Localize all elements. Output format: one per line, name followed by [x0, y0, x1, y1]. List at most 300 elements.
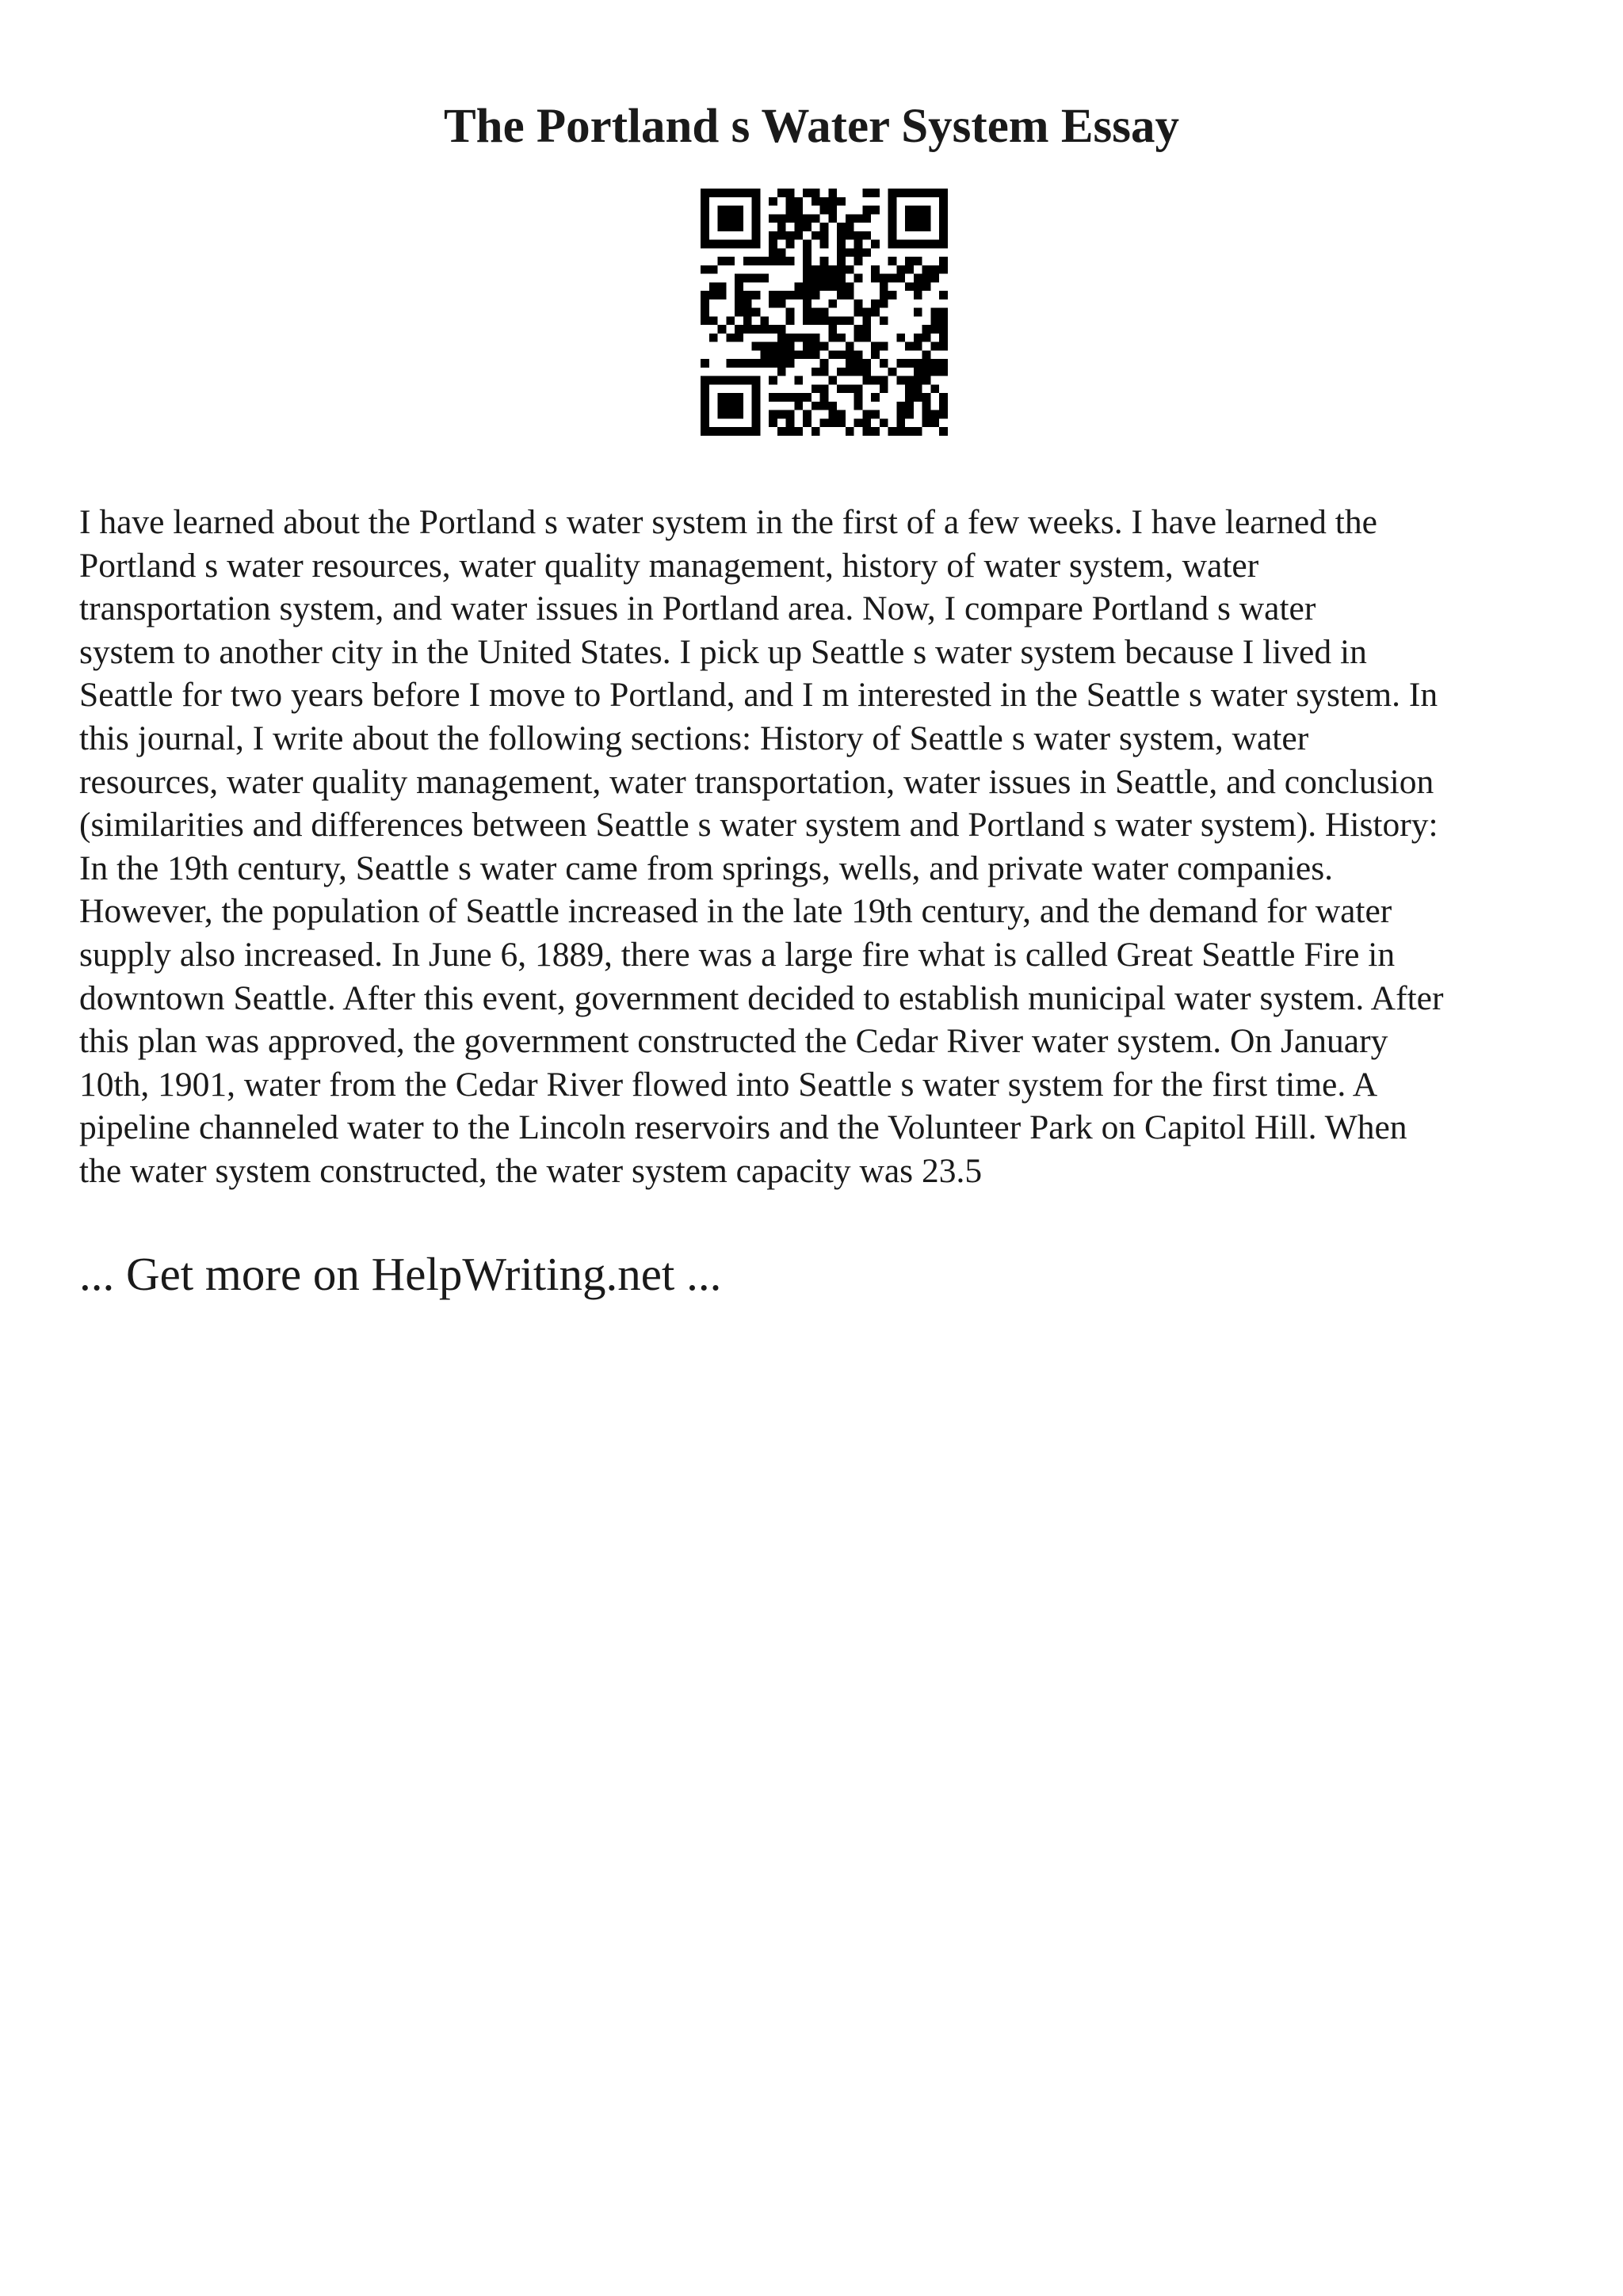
- qr-module: [820, 231, 829, 240]
- qr-module: [803, 257, 812, 265]
- qr-module: [794, 393, 803, 402]
- qr-module: [726, 376, 735, 385]
- qr-module: [760, 274, 769, 283]
- qr-module: [709, 316, 718, 325]
- qr-module: [854, 393, 863, 402]
- qr-module: [701, 197, 709, 206]
- qr-module: [939, 359, 948, 368]
- qr-module: [735, 334, 743, 342]
- qr-module: [803, 265, 812, 274]
- qr-module: [871, 189, 880, 197]
- qr-module: [794, 206, 803, 215]
- qr-module: [786, 257, 795, 265]
- qr-module: [871, 410, 880, 419]
- qr-module: [803, 214, 812, 223]
- qr-module: [726, 393, 735, 402]
- qr-module: [888, 223, 897, 231]
- qr-module: [871, 342, 880, 351]
- qr-module: [922, 418, 931, 427]
- qr-module: [820, 384, 829, 393]
- essay-line: system to another city in the United States. I pick up Seattle s water system because I lived in: [79, 632, 1367, 671]
- qr-module: [939, 368, 948, 376]
- qr-module: [812, 342, 820, 351]
- qr-module: [709, 282, 718, 291]
- qr-module: [914, 206, 922, 215]
- qr-module: [914, 334, 922, 342]
- qr-module: [803, 240, 812, 249]
- qr-module: [854, 402, 863, 410]
- essay-line: this plan was approved, the government constructed the Cedar River water system. On January: [79, 1022, 1388, 1061]
- qr-module: [777, 393, 786, 402]
- qr-module: [786, 316, 795, 325]
- qr-module: [862, 189, 871, 197]
- qr-module: [820, 418, 829, 427]
- qr-module: [718, 325, 727, 334]
- qr-module: [803, 189, 812, 197]
- qr-module: [803, 308, 812, 317]
- qr-module: [760, 316, 769, 325]
- qr-module: [794, 214, 803, 223]
- qr-module: [726, 257, 735, 265]
- qr-module: [930, 274, 939, 283]
- qr-module: [786, 342, 795, 351]
- qr-module: [914, 282, 922, 291]
- qr-module: [726, 410, 735, 419]
- qr-module: [701, 189, 709, 197]
- qr-module: [803, 282, 812, 291]
- qr-module: [718, 393, 727, 402]
- qr-module: [726, 316, 735, 325]
- qr-module: [803, 299, 812, 308]
- qr-module: [752, 231, 761, 240]
- essay-line: Seattle for two years before I move to Portland, and I m interested in the Seattle s water system. In: [79, 676, 1438, 715]
- qr-module: [846, 248, 854, 257]
- qr-module: [743, 325, 752, 334]
- qr-module: [939, 308, 948, 317]
- qr-module: [905, 240, 914, 249]
- qr-module: [769, 359, 777, 368]
- qr-module: [735, 206, 743, 215]
- qr-module: [880, 274, 888, 283]
- qr-module: [922, 376, 931, 385]
- qr-module: [846, 384, 854, 393]
- qr-module: [939, 410, 948, 419]
- qr-module: [718, 257, 727, 265]
- qr-module: [777, 257, 786, 265]
- qr-module: [786, 240, 795, 249]
- qr-module: [726, 359, 735, 368]
- qr-module: [777, 189, 786, 197]
- qr-module: [862, 214, 871, 223]
- qr-module: [701, 316, 709, 325]
- qr-module: [905, 359, 914, 368]
- qr-module: [854, 334, 863, 342]
- qr-module: [914, 393, 922, 402]
- qr-module: [718, 410, 727, 419]
- qr-module: [812, 334, 820, 342]
- qr-module: [922, 265, 931, 274]
- qr-module: [786, 359, 795, 368]
- qr-module: [862, 325, 871, 334]
- qr-module: [701, 299, 709, 308]
- qr-module: [862, 231, 871, 240]
- qr-module: [871, 206, 880, 215]
- qr-module: [888, 274, 897, 283]
- qr-module: [769, 342, 777, 351]
- qr-module: [862, 308, 871, 317]
- qr-module: [803, 393, 812, 402]
- qr-module: [701, 265, 709, 274]
- qr-module: [837, 197, 846, 206]
- qr-module: [922, 282, 931, 291]
- qr-module: [888, 291, 897, 299]
- essay-line: the water system constructed, the water system capacity was 23.5: [79, 1151, 983, 1190]
- qr-module: [803, 223, 812, 231]
- qr-module: [922, 402, 931, 410]
- qr-module: [828, 274, 837, 283]
- qr-module: [735, 325, 743, 334]
- qr-module: [786, 334, 795, 342]
- qr-module: [837, 240, 846, 249]
- essay-line: 10th, 1901, water from the Cedar River flowed into Seattle s water system for the first time. A: [79, 1065, 1378, 1104]
- qr-module: [743, 189, 752, 197]
- qr-module: [769, 248, 777, 257]
- qr-module: [939, 231, 948, 240]
- qr-module: [735, 427, 743, 436]
- qr-module: [726, 334, 735, 342]
- qr-module: [820, 265, 829, 274]
- qr-module: [905, 427, 914, 436]
- qr-module: [828, 334, 837, 342]
- document-title: The Portland s Water System Essay: [443, 100, 1180, 153]
- qr-module: [743, 359, 752, 368]
- qr-module: [922, 274, 931, 283]
- qr-module: [930, 316, 939, 325]
- get-more-link[interactable]: ... Get more on HelpWriting.net ...: [79, 1248, 722, 1300]
- qr-module: [743, 316, 752, 325]
- qr-module: [914, 342, 922, 351]
- qr-module: [701, 308, 709, 317]
- qr-module: [862, 206, 871, 215]
- qr-module: [752, 427, 761, 436]
- qr-module: [701, 240, 709, 249]
- qr-module: [846, 350, 854, 359]
- qr-module: [786, 291, 795, 299]
- qr-module: [760, 359, 769, 368]
- qr-module: [854, 257, 863, 265]
- qr-module: [828, 299, 837, 308]
- qr-module: [701, 384, 709, 393]
- qr-module: [718, 240, 727, 249]
- qr-module: [743, 376, 752, 385]
- qr-module: [786, 206, 795, 215]
- qr-module: [752, 410, 761, 419]
- qr-module: [726, 402, 735, 410]
- qr-module: [888, 231, 897, 240]
- essay-line: (similarities and differences between Seattle s water system and Portland s water system). History:: [79, 806, 1438, 845]
- essay-line: transportation system, and water issues in Portland area. Now, I compare Portland s water: [79, 589, 1316, 628]
- qr-module: [905, 257, 914, 265]
- qr-module: [752, 393, 761, 402]
- qr-module: [769, 240, 777, 249]
- qr-module: [939, 214, 948, 223]
- qr-module: [922, 350, 931, 359]
- qr-module: [752, 418, 761, 427]
- qr-module: [701, 376, 709, 385]
- qr-module: [930, 359, 939, 368]
- qr-module: [820, 402, 829, 410]
- qr-module: [828, 376, 837, 385]
- qr-module: [701, 214, 709, 223]
- qr-module: [846, 427, 854, 436]
- qr-module: [701, 359, 709, 368]
- qr-module: [828, 282, 837, 291]
- qr-module: [786, 197, 795, 206]
- qr-module: [735, 376, 743, 385]
- qr-module: [837, 274, 846, 283]
- qr-module: [837, 350, 846, 359]
- qr-module: [862, 427, 871, 436]
- qr-module: [922, 189, 931, 197]
- qr-module: [854, 359, 863, 368]
- qr-module: [726, 214, 735, 223]
- qr-module: [896, 240, 905, 249]
- qr-module: [888, 257, 897, 265]
- qr-module: [905, 410, 914, 419]
- qr-module: [701, 410, 709, 419]
- qr-module: [846, 223, 854, 231]
- qr-module: [888, 189, 897, 197]
- qr-module: [794, 197, 803, 206]
- qr-module: [752, 189, 761, 197]
- essay-line: this journal, I write about the following sections: History of Seattle s water system, water: [79, 719, 1309, 757]
- qr-module: [905, 189, 914, 197]
- qr-module: [930, 384, 939, 393]
- qr-module: [846, 231, 854, 240]
- qr-module: [854, 248, 863, 257]
- qr-module: [846, 359, 854, 368]
- qr-module: [709, 427, 718, 436]
- qr-module: [828, 265, 837, 274]
- qr-module: [922, 240, 931, 249]
- qr-module: [794, 231, 803, 240]
- qr-module: [905, 376, 914, 385]
- qr-module: [888, 427, 897, 436]
- qr-module: [914, 359, 922, 368]
- qr-module: [735, 274, 743, 283]
- qr-module: [854, 240, 863, 249]
- qr-module: [743, 291, 752, 299]
- qr-module: [828, 418, 837, 427]
- qr-module: [820, 368, 829, 376]
- qr-module: [718, 291, 727, 299]
- qr-module: [914, 291, 922, 299]
- qr-module: [939, 189, 948, 197]
- qr-module: [786, 231, 795, 240]
- essay-body: [79, 501, 1553, 1193]
- qr-module: [701, 402, 709, 410]
- qr-module: [828, 350, 837, 359]
- qr-module: [896, 334, 905, 342]
- qr-module: [914, 308, 922, 317]
- qr-module: [777, 248, 786, 257]
- qr-module: [786, 308, 795, 317]
- qr-module: [880, 291, 888, 299]
- qr-module: [794, 402, 803, 410]
- qr-module: [735, 299, 743, 308]
- qr-module: [735, 359, 743, 368]
- qr-module: [794, 350, 803, 359]
- qr-module: [939, 265, 948, 274]
- qr-module: [752, 240, 761, 249]
- qr-module: [794, 427, 803, 436]
- qr-module: [871, 299, 880, 308]
- qr-module: [871, 265, 880, 274]
- qr-module: [837, 265, 846, 274]
- qr-module: [820, 223, 829, 231]
- qr-module: [752, 359, 761, 368]
- qr-module: [735, 291, 743, 299]
- qr-module: [735, 308, 743, 317]
- qr-module: [735, 240, 743, 249]
- qr-module: [905, 214, 914, 223]
- qr-module: [820, 240, 829, 249]
- qr-module: [735, 214, 743, 223]
- qr-module: [896, 265, 905, 274]
- qr-module: [939, 206, 948, 215]
- qr-module: [854, 368, 863, 376]
- qr-module: [701, 393, 709, 402]
- qr-module: [786, 214, 795, 223]
- qr-module: [752, 402, 761, 410]
- qr-module: [726, 427, 735, 436]
- qr-module: [726, 206, 735, 215]
- essay-line: Portland s water resources, water quality management, history of water system, water: [79, 546, 1259, 585]
- qr-module: [786, 350, 795, 359]
- qr-module: [896, 189, 905, 197]
- qr-module: [709, 334, 718, 342]
- qr-module: [812, 427, 820, 436]
- qr-module: [735, 282, 743, 291]
- qr-module: [922, 325, 931, 334]
- qr-module: [701, 418, 709, 427]
- qr-module: [769, 350, 777, 359]
- qr-module: [922, 214, 931, 223]
- qr-module: [803, 350, 812, 359]
- qr-module: [812, 308, 820, 317]
- qr-module: [777, 325, 786, 334]
- qr-module: [922, 393, 931, 402]
- qr-module: [837, 223, 846, 231]
- qr-module: [846, 342, 854, 351]
- qr-module: [939, 316, 948, 325]
- qr-module: [846, 282, 854, 291]
- qr-module: [812, 265, 820, 274]
- qr-module: [812, 189, 820, 197]
- qr-module: [769, 410, 777, 419]
- qr-module: [880, 384, 888, 393]
- qr-module: [743, 308, 752, 317]
- qr-module: [812, 291, 820, 299]
- qr-module: [862, 410, 871, 419]
- qr-module: [701, 427, 709, 436]
- qr-module: [939, 325, 948, 334]
- qr-module: [803, 342, 812, 351]
- qr-module: [769, 325, 777, 334]
- qr-module: [752, 376, 761, 385]
- qr-module: [828, 325, 837, 334]
- qr-module: [812, 316, 820, 325]
- qr-module: [752, 342, 761, 351]
- qr-module: [812, 274, 820, 283]
- qr-module: [837, 368, 846, 376]
- qr-module: [914, 376, 922, 385]
- qr-module: [803, 291, 812, 299]
- qr-module: [718, 376, 727, 385]
- qr-module: [930, 189, 939, 197]
- qr-module: [837, 231, 846, 240]
- qr-module: [760, 350, 769, 359]
- qr-module: [939, 334, 948, 342]
- qr-module: [794, 334, 803, 342]
- qr-module: [837, 334, 846, 342]
- qr-module: [905, 342, 914, 351]
- qr-module: [803, 316, 812, 325]
- qr-module: [777, 223, 786, 231]
- qr-module: [760, 325, 769, 334]
- qr-module: [837, 257, 846, 265]
- qr-module: [752, 206, 761, 215]
- qr-module: [880, 282, 888, 291]
- essay-line: In the 19th century, Seattle s water came from springs, wells, and private water companies.: [79, 849, 1333, 887]
- qr-module: [914, 240, 922, 249]
- qr-module: [905, 206, 914, 215]
- qr-module: [914, 257, 922, 265]
- qr-module: [939, 240, 948, 249]
- qr-module: [854, 274, 863, 283]
- qr-module: [743, 257, 752, 265]
- qr-module: [914, 223, 922, 231]
- qr-module: [812, 402, 820, 410]
- qr-module: [828, 316, 837, 325]
- qr-module: [905, 265, 914, 274]
- qr-module: [701, 223, 709, 231]
- qr-module: [752, 197, 761, 206]
- qr-module: [896, 359, 905, 368]
- qr-module: [820, 197, 829, 206]
- qr-module: [862, 376, 871, 385]
- qr-module: [888, 240, 897, 249]
- qr-module: [812, 350, 820, 359]
- qr-module: [862, 334, 871, 342]
- qr-module: [777, 368, 786, 376]
- qr-module: [939, 291, 948, 299]
- qr-module: [922, 206, 931, 215]
- qr-module: [905, 223, 914, 231]
- qr-module: [880, 299, 888, 308]
- qr-module: [905, 282, 914, 291]
- qr-module: [718, 402, 727, 410]
- qr-module: [718, 223, 727, 231]
- qr-module: [914, 427, 922, 436]
- qr-module: [837, 282, 846, 291]
- qr-module: [752, 325, 761, 334]
- qr-module: [820, 308, 829, 317]
- qr-module: [777, 359, 786, 368]
- qr-module: [854, 325, 863, 334]
- qr-module: [862, 248, 871, 257]
- qr-module: [777, 342, 786, 351]
